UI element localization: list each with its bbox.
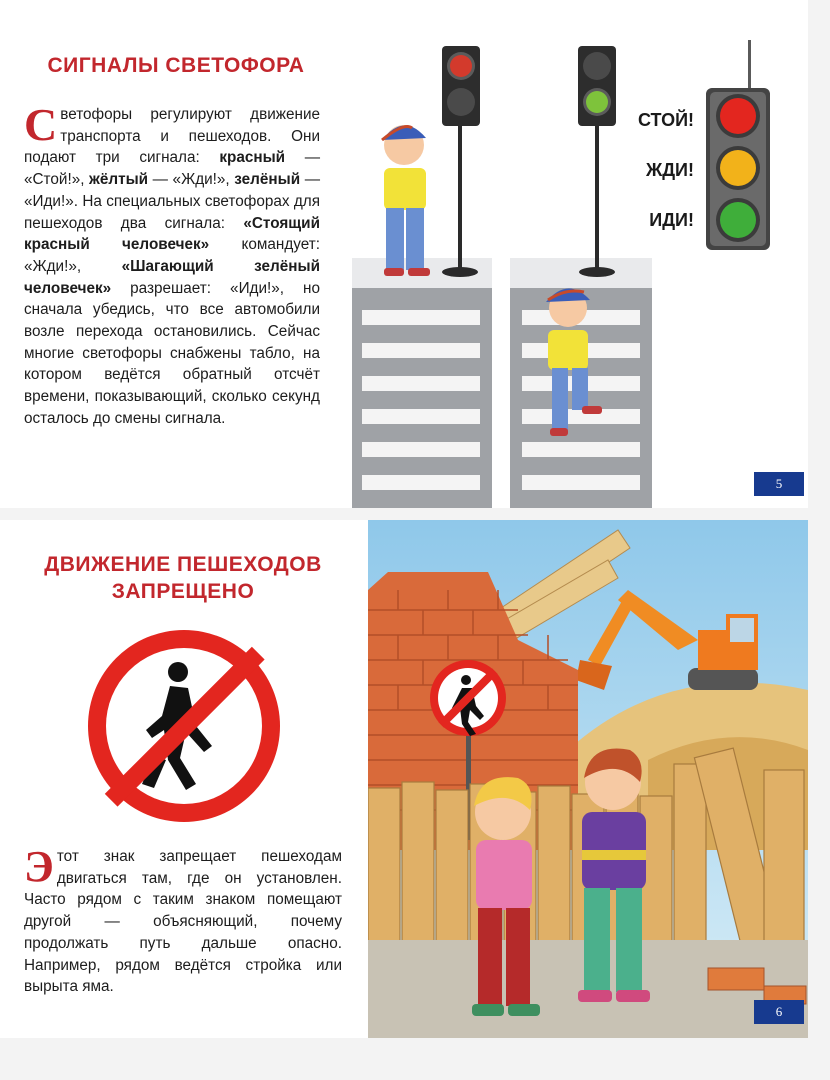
- paragraph-text: [24, 99, 321, 427]
- paragraph-text: тот знак запрещает пешеходам двигаться там, где он установлен. Часто рядом с таким знаком помещают другой — объясняющий, почему продолжать путь дальше опасно. Например, рядом ведётся стройка или вырыта яма.: [24, 848, 342, 996]
- page-number: 5: [754, 472, 804, 496]
- traffic-signals-paragraph: [24, 99, 321, 430]
- boy-blond-figure: [472, 777, 540, 1016]
- text-run: командует: «Жди!»,: [24, 236, 320, 275]
- bold-term: «Шагающий зелёный человечек»: [24, 257, 320, 297]
- traffic-light-diagram: [620, 40, 810, 260]
- boy-waiting-figure: [382, 125, 430, 276]
- signal-label-stop: СТОЙ!: [637, 110, 694, 130]
- bold-term: «Стоящий красный человечек»: [24, 214, 320, 254]
- text-run: разрешает: «Иди!», но сначала убедись, что все автомобили возле перехода остановились. Сейчас многие светофоры снабжены табло, на котором ведётся обратный отсчёт времени, показывающий, сколько секунд осталось до смены сигнала.: [24, 279, 320, 427]
- page-number: 6: [754, 1000, 804, 1024]
- page-title-text: ДВИЖЕНИЕ ПЕШЕХОДОВ ЗАПРЕЩЕНО: [44, 553, 322, 603]
- text-run: — «Стой!»,: [24, 149, 321, 189]
- no-pedestrians-sign-icon: [84, 626, 284, 826]
- signal-label-wait: ЖДИ!: [645, 160, 694, 180]
- pedestrian-traffic-light-icon: [578, 46, 616, 277]
- crosswalk-illustration: [352, 40, 652, 508]
- text-run: — «Иди!». На специальных светофорах для пешеходов два сигнала:: [24, 171, 320, 232]
- construction-site-illustration: [368, 520, 808, 1038]
- bold-term: жёлтый: [89, 171, 149, 189]
- text-run: ветофоры регулируют движение транспорта и пешеходов. Они подают три сигнала:: [24, 106, 320, 167]
- pedestrian-traffic-light-icon: [442, 46, 480, 277]
- traffic-light-icon: [706, 88, 770, 250]
- bold-term: зелёный: [234, 171, 301, 189]
- drop-cap: С: [24, 99, 58, 150]
- bold-term: красный: [219, 149, 286, 167]
- page-title: СИГНАЛЫ СВЕТОФОРА: [47, 54, 305, 77]
- drop-cap: Э: [24, 842, 54, 891]
- text-run: — «Жди!»,: [148, 171, 235, 189]
- page-title: [18, 551, 348, 605]
- signal-label-go: ИДИ!: [649, 210, 694, 230]
- prohibition-paragraph: [24, 842, 342, 998]
